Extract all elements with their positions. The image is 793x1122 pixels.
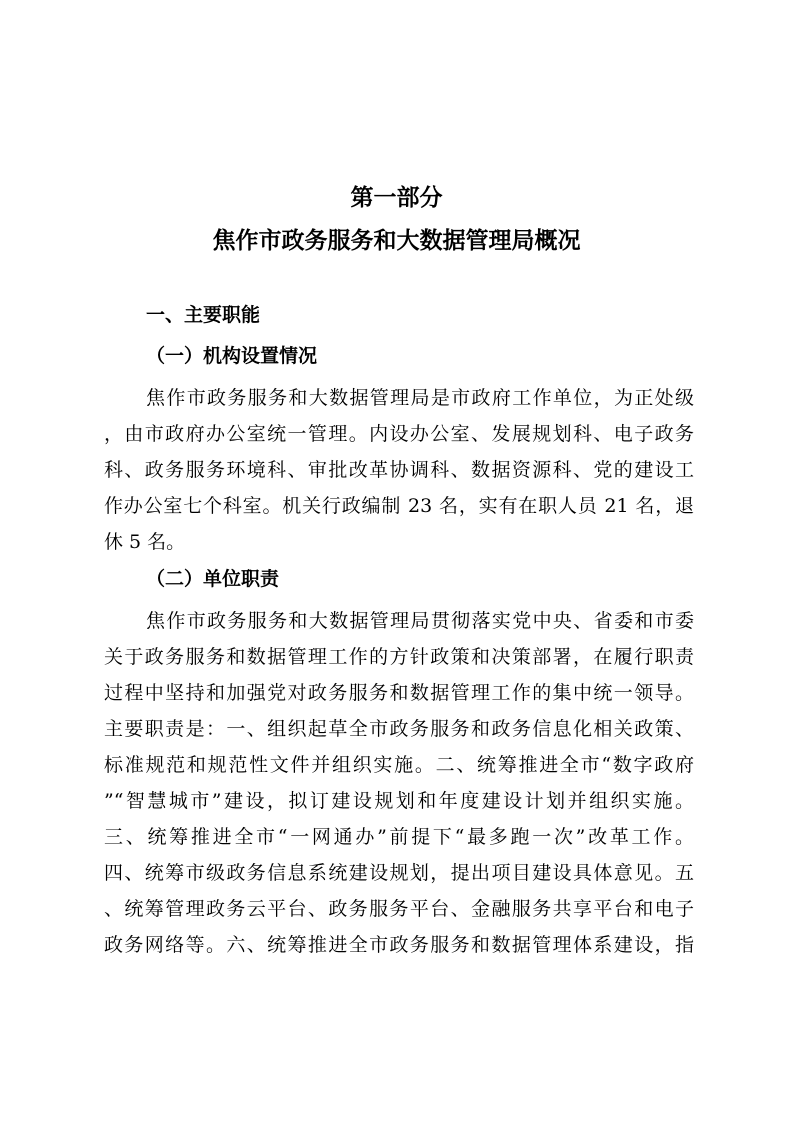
section-heading-main-functions: 一、主要职能 <box>146 304 261 326</box>
paragraph-line: 休 5 名。 <box>104 531 186 553</box>
paragraph-line: 关于政务服务和数据管理工作的方针政策和决策部署，在履行职责 <box>104 646 694 668</box>
paragraph-line: 标准规范和规范性文件并组织实施。二、统筹推进全市“数字政府 <box>104 754 694 776</box>
paragraph-line: 政务网络等。六、统筹推进全市政务服务和数据管理体系建设，指 <box>104 934 694 956</box>
paragraph-line: 四、统筹市级政务信息系统建设规划，提出项目建设具体意见。五 <box>104 862 694 884</box>
paragraph-line: 主要职责是：一、组织起草全市政务服务和政务信息化相关政策、 <box>104 718 694 740</box>
paragraph-line: 焦作市政务服务和大数据管理局是市政府工作单位，为正处级 <box>146 387 694 409</box>
paragraph-line: 作办公室七个科室。机关行政编制 23 名，实有在职人员 21 名，退 <box>104 495 694 517</box>
paragraph-line: ”“智慧城市”建设，拟订建设规划和年度建设计划并组织实施。 <box>104 790 694 812</box>
document-title: 焦作市政务服务和大数据管理局概况 <box>212 228 581 254</box>
subsection-heading-organization: （一）机构设置情况 <box>146 345 318 367</box>
paragraph-line: 焦作市政务服务和大数据管理局贯彻落实党中央、省委和市委 <box>146 610 694 632</box>
part-title: 第一部分 <box>350 185 443 211</box>
paragraph-line: ，由市政府办公室统一管理。内设办公室、发展规划科、电子政务 <box>104 423 694 445</box>
paragraph-line: 科、政务服务环境科、审批改革协调科、数据资源科、党的建设工 <box>104 459 694 481</box>
paragraph-line: 、统筹管理政务云平台、政务服务平台、金融服务共享平台和电子 <box>104 898 694 920</box>
paragraph-line: 过程中坚持和加强党对政务服务和数据管理工作的集中统一领导。 <box>104 682 694 704</box>
subsection-heading-duties: （二）单位职责 <box>146 568 280 590</box>
paragraph-line: 三、统筹推进全市“一网通办”前提下“最多跑一次”改革工作。 <box>104 826 694 848</box>
